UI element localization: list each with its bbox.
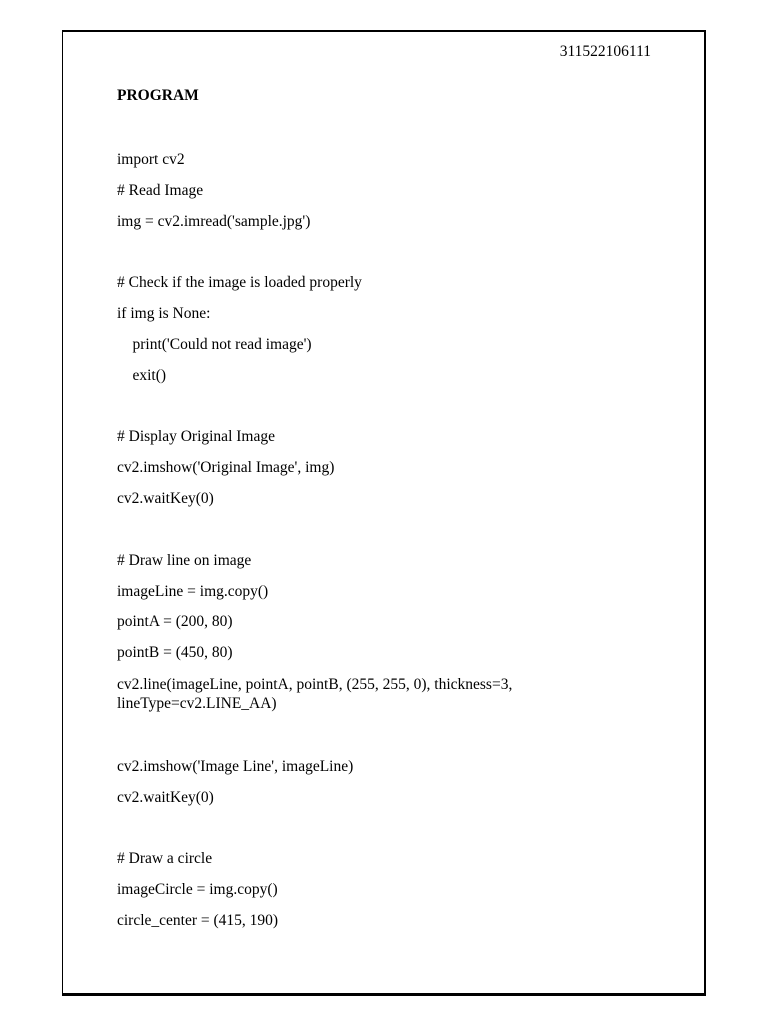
code-line: imageCircle = img.copy() [117, 881, 278, 898]
code-line: imageLine = img.copy() [117, 583, 269, 600]
code-line: print('Could not read image') [117, 336, 312, 353]
code-line: # Display Original Image [117, 428, 275, 445]
code-line: cv2.imshow('Image Line', imageLine) [117, 758, 354, 775]
code-line: pointA = (200, 80) [117, 613, 233, 630]
code-line: cv2.waitKey(0) [117, 490, 214, 507]
code-line: circle_center = (415, 190) [117, 912, 279, 929]
code-line: import cv2 [117, 151, 185, 168]
code-line: # Read Image [117, 182, 204, 199]
code-line: cv2.imshow('Original Image', img) [117, 459, 335, 476]
code-line: # Draw line on image [117, 552, 252, 569]
code-line: if img is None: [117, 305, 211, 322]
code-line: exit() [117, 367, 167, 384]
code-line: # Check if the image is loaded properly [117, 274, 362, 291]
register-number: 311522106111 [559, 43, 651, 60]
code-line: cv2.waitKey(0) [117, 789, 214, 806]
code-line: # Draw a circle [117, 850, 213, 867]
code-line: img = cv2.imread('sample.jpg') [117, 213, 311, 230]
code-line: cv2.line(imageLine, pointA, pointB, (255, 255, 0), thickness=3, lineType=cv2.LINE_AA) [117, 676, 513, 712]
section-heading: PROGRAM [117, 87, 199, 104]
code-line: pointB = (450, 80) [117, 644, 233, 661]
